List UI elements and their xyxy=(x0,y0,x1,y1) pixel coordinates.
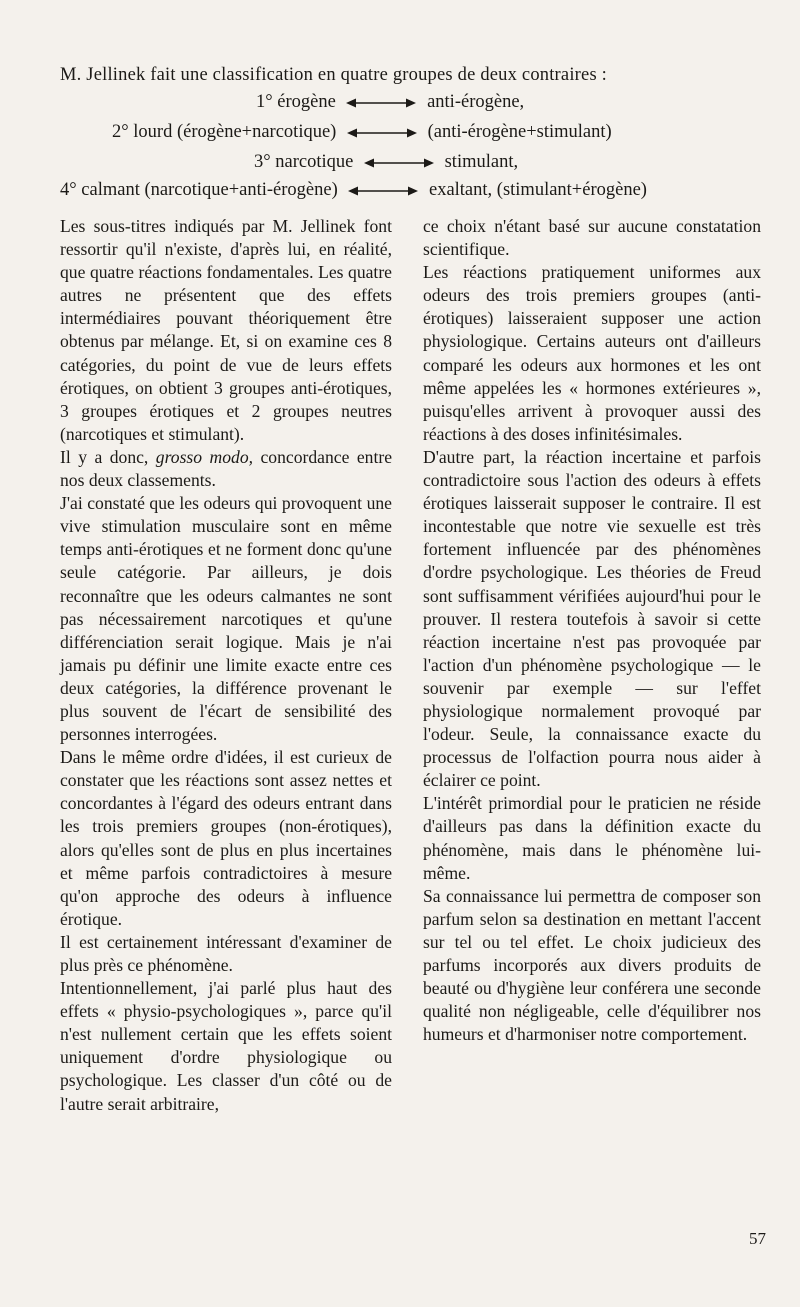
paragraph: Il est certainement intéressant d'examiner de plus près ce phénomène. xyxy=(60,931,392,975)
classification-line-2 xyxy=(112,122,612,143)
double-arrow-icon xyxy=(346,97,416,109)
classification-num: 2° xyxy=(112,122,129,142)
paragraph: Les sous-titres indiqués par M. Jellinek font ressortir qu'il n'existe, d'après lui, en réalité, que quatre réactions fondamentales. Les quatre autres ne présentent que des effets intermédiaires pouvant théoriquement être obtenus par mélange. Et, si on examine ces 8 catégories, du point de vue de leurs effets érotiques, on obtient 3 groupes anti-érotiques, 3 groupes érotiques et 2 groupes neutres (narcotiques et stimulant). xyxy=(60,216,392,444)
double-arrow-icon xyxy=(347,127,417,139)
classification-line-1 xyxy=(256,92,524,113)
double-arrow-icon xyxy=(348,185,418,197)
classification-left: érogène xyxy=(277,92,336,112)
paragraph: L'intérêt primordial pour le praticien ne réside d'ailleurs pas dans la définition exacte du phénomène, mais dans le phénomène lui-même. xyxy=(423,793,761,883)
paragraph: Sa connaissance lui permettra de composer son parfum selon sa destination en mettant l'accent sur tel ou tel effet. Le choix judicieux des parfums incorporés aux divers produits de beauté ou d'hygiène leur conférera une seconde qualité non négligeable, celle d'équilibrer nos humeurs et d'harmoniser notre comportement. xyxy=(423,885,761,1045)
page-number: 57 xyxy=(749,1229,766,1248)
classification-right: stimulant, xyxy=(444,152,519,172)
paragraph: Dans le même ordre d'idées, il est curieux de constater que les réactions sont assez nettes et concordantes à l'égard des odeurs entrant dans les trois premiers groupes (non-érotiques), alors qu'elles sont de plus en plus incertaines et même parfois contradictoires à mesure qu'on approche des odeurs à influence érotique. xyxy=(60,747,392,929)
classification-left: narcotique xyxy=(275,152,354,172)
left-column xyxy=(60,215,392,1116)
classification-right: exaltant, (stimulant+érogène) xyxy=(428,180,647,200)
paragraph: J'ai constaté que les odeurs qui provoquent une vive stimulation musculaire sont en même temps anti-érotiques et ne forment donc qu'une seule catégorie. Par ailleurs, je dois reconnaître que les odeurs calmantes ne sont pas nécessairement narcotiques et qu'une différenciation serait logique. Mais je n'ai jamais pu définir une limite exacte entre ces deux catégories, la différence provenant le plus souvent de l'écart de sensibilité des personnes interrogées. xyxy=(60,493,392,745)
classification-left: calmant (narcotique+anti-érogène) xyxy=(81,180,338,200)
classification-num: 4° xyxy=(60,180,77,200)
classification-right: (anti-érogène+stimulant) xyxy=(427,122,612,142)
classification-num: 1° xyxy=(256,92,273,112)
paragraph: Les réactions pratiquement uniformes aux odeurs des trois premiers groupes (anti-érotiques) laisseraient supposer une action physiologique. Certains auteurs ont d'ailleurs comparé les odeurs aux hormones et les ont même appelées les « hormones extérieures », puisqu'elles arrivent à provoquer aussi des réactions à des doses infinitésimales. xyxy=(423,262,761,444)
paragraph: ce choix n'étant basé sur aucune constatation scientifique. xyxy=(423,216,761,260)
classification-num: 3° xyxy=(254,152,271,172)
emphasis-text: grosso modo, xyxy=(155,446,254,467)
double-arrow-icon xyxy=(364,157,434,169)
classification-left: lourd (érogène+narcotique) xyxy=(133,122,337,142)
paragraph: Il y a donc, grosso modo, concordance entre nos deux classements. xyxy=(60,446,392,491)
classification-line-3 xyxy=(254,152,518,173)
classification-line-4 xyxy=(60,180,647,201)
classification-right: anti-érogène, xyxy=(427,92,525,112)
intro-line: M. Jellinek fait une classification en quatre groupes de deux contraires : xyxy=(60,65,608,85)
paragraph: Intentionnellement, j'ai parlé plus haut des effets « physio-psychologiques », parce qu'il n'est nullement certain que les effets soient uniquement d'ordre physiologique ou psychologique. Les classer d'un côté ou de l'autre serait arbitraire, xyxy=(60,978,392,1114)
right-column xyxy=(423,215,761,1046)
paragraph: D'autre part, la réaction incertaine et parfois contradictoire sous l'action des odeurs à effets érotiques laisserait supposer le contraire. Il est incontestable que notre vie sexuelle est très fortement influencée par des phénomènes d'ordre psychologique. Les théories de Freud sont suffisamment vérifiées aujourd'hui pour le prouver. Il restera toutefois à savoir si cette réaction incertaine n'est pas provoquée par l'action d'un phénomène psychologique — le souvenir par exemple — sur l'effet physiologique normalement provoqué par l'odeur. Seule, la connaissance exacte du processus de l'olfaction pourra nous aider à éclairer ce point. xyxy=(423,446,761,791)
